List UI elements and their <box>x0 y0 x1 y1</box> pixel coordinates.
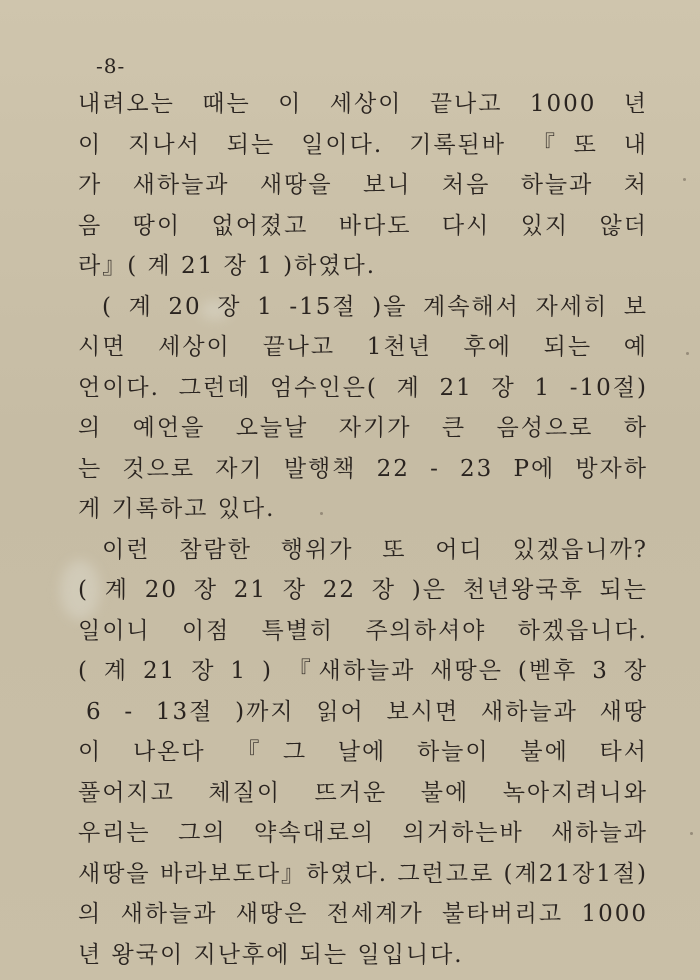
paper-speck <box>686 352 689 355</box>
text-line: ( 계 20 장 1 -15절 )을 계속해서 자세히 보 <box>102 293 648 320</box>
body-text <box>78 84 648 975</box>
paper-speck <box>690 832 693 835</box>
text-line: ( 계 20 장 21 장 22 장 )은 천년왕국후 되는 <box>78 577 648 603</box>
text-line: 내려오는 때는 이 세상이 끝나고 1000 년 <box>78 91 648 117</box>
text-line: 의 예언을 오늘날 자기가 큰 음성으로 하 <box>78 415 648 441</box>
text-line: 시면 세상이 끝나고 1천년 후에 되는 예 <box>78 334 648 360</box>
page-number: -8- <box>96 54 126 78</box>
paper-speck <box>683 178 686 181</box>
text-line: 는 것으로 자기 발행책 22 - 23 P에 방자하 <box>78 455 648 482</box>
text-line: 이런 참람한 행위가 또 어디 있겠읍니까? <box>102 536 648 563</box>
text-line: 게 기록하고 있다. <box>78 496 276 522</box>
text-line: 이 나온다 『그 날에 하늘이 불에 타서 <box>78 739 648 765</box>
text-line: ( 계 21 장 1 ) 『새하늘과 새땅은 (벧후 3 장 <box>78 658 648 684</box>
text-line: 새땅을 바라보도다』하였다. 그런고로 (계21장1절) <box>78 860 649 887</box>
text-line: 가 새하늘과 새땅을 보니 처음 하늘과 처 <box>78 172 648 198</box>
text-line: 이 지나서 되는 일이다. 기록된바 『또 내 <box>78 131 648 158</box>
text-line: 라』( 계 21 장 1 )하였다. <box>78 253 377 279</box>
text-line: 년 왕국이 지난후에 되는 일입니다. <box>78 941 464 968</box>
text-line: 언이다. 그런데 엄수인은( 계 21 장 1 -10절) <box>78 374 648 401</box>
text-line: 6 - 13절 )까지 읽어 보시면 새하늘과 새땅 <box>86 698 648 725</box>
text-line: 의 새하늘과 새땅은 전세계가 불타버리고 1000 <box>78 901 648 927</box>
text-line: 풀어지고 체질이 뜨거운 불에 녹아지려니와 <box>78 779 648 806</box>
text-line: 음 땅이 없어졌고 바다도 다시 있지 않더 <box>78 212 648 239</box>
text-line: 일이니 이점 특별히 주의하셔야 하겠읍니다. <box>78 617 648 644</box>
text-line: 우리는 그의 약속대로의 의거하는바 새하늘과 <box>78 820 648 846</box>
